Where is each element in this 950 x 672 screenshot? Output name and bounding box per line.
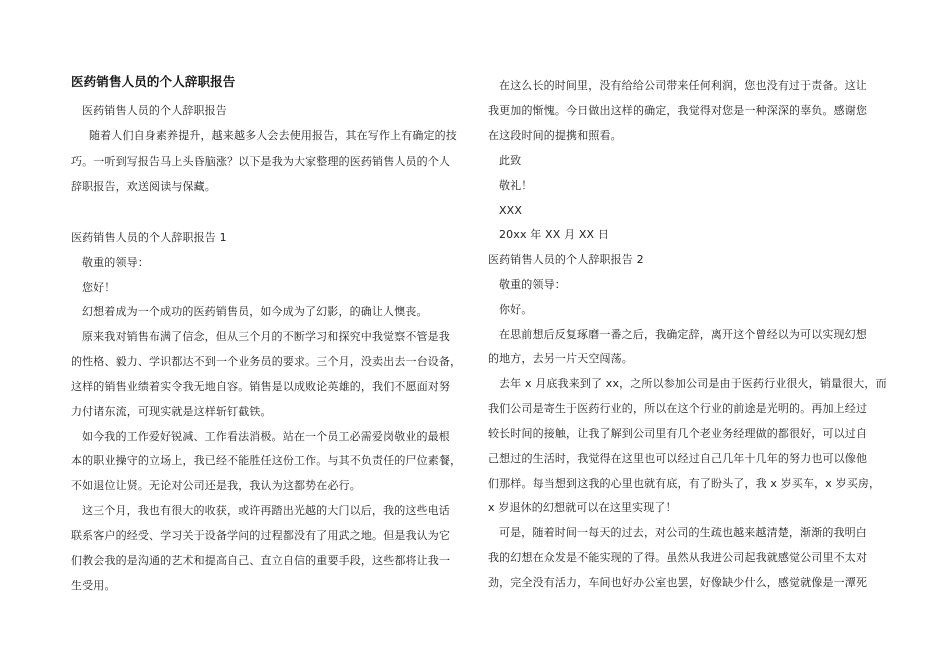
paragraph-line: 巧。一听到写报告马上头昏脑涨？以下是我为大家整理的医药销售人员的个人 xyxy=(71,155,451,168)
paragraph-line: 力付诸东流，可现实就是这样斩钉截铁。 xyxy=(71,405,272,418)
paragraph-line: 们那样。每当想到这我的心里也就有底，有了盼头了，我 x 岁买车，x 岁买房， xyxy=(488,477,881,490)
salutation: 敬重的领导： xyxy=(82,256,149,269)
paragraph-line: 不如退位让贤。无论对公司还是我，我认为这都势在必行。 xyxy=(71,479,361,492)
paragraph-line: 辞职报告，欢送阅读与保藏。 xyxy=(71,180,216,193)
subtitle: 医药销售人员的个人辞职报告 xyxy=(82,104,227,117)
paragraph-line: 我更加的惭愧。今日做出这样的确定，我觉得对您是一种深深的辜负。感谢您 xyxy=(488,104,868,117)
paragraph-line: 在思前想后反复琢磨一番之后，我确定辞，离开这个曾经以为可以实现幻想 xyxy=(499,328,867,341)
date: 20xx 年 XX 月 XX 日 xyxy=(499,228,610,241)
closing-line: 此致 xyxy=(499,154,522,167)
paragraph-line: 生受用。 xyxy=(71,579,116,592)
paragraph-line: 的地方，去另一片天空闯荡。 xyxy=(488,352,633,365)
paragraph-line: 可是，随着时间一每天的过去，对公司的生疏也越来越清楚，渐渐的我明白 xyxy=(499,526,867,539)
paragraph-line: 我们公司是寄生于医药行业的，所以在这个行业的前途是光明的。再加上经过 xyxy=(488,402,868,415)
paragraph-line: 我的幻想在众发是不能实现的了得。虽然从我进公司起我就感觉公司里不太对 xyxy=(488,551,868,564)
paragraph-line: 本的职业操守的立场上，我已经不能胜任这份工作。与其不负责任的尸位素餐， xyxy=(71,454,462,467)
paragraph-line: 较长时间的接触，让我了解到公司里有几个老业务经理做的都很好，可以过自 xyxy=(488,427,868,440)
paragraph-line: 的性格、毅力、学识都达不到一个业务员的要求。三个月，没卖出去一台设备， xyxy=(71,355,462,368)
page-title: 医药销售人员的个人辞职报告 xyxy=(71,74,236,89)
paragraph-line: 这样的销售业绩着实令我无地自容。销售是以成败论英雄的，我们不愿面对努 xyxy=(71,380,451,393)
paragraph-line: 幻想着成为一个成功的医药销售员，如今成为了幻影，的确让人懊丧。 xyxy=(82,305,428,318)
paragraph-line: 在这段时间的提携和照看。 xyxy=(488,129,622,142)
paragraph-line: x 岁退休的幻想就可以在这里实现了！ xyxy=(488,501,677,514)
paragraph-line: 去年 x 月底我来到了 xx，之所以参加公司是由于医药行业很火，销量很大，而 xyxy=(499,377,887,390)
closing-line: 敬礼！ xyxy=(499,179,533,192)
paragraph-line: 联系客户的经受、学习关于设备学问的过程都没有了用武之地。但是我认为它 xyxy=(71,529,451,542)
paragraph-line: 劲，完全没有活力，车间也好办公室也罢，好像缺少什么，感觉就像是一潭死 xyxy=(488,576,868,589)
paragraph-line: 随着人们自身素养提升，越来越多人会去使用报告，其在写作上有确定的技 xyxy=(89,129,457,142)
paragraph-line: 如今我的工作爱好锐减、工作看法消极。站在一个员工必需爱岗敬业的最根 xyxy=(82,430,450,443)
paragraph-line: 这三个月，我也有很大的收获，或许再踏出光越的大门以后，我的这些电话 xyxy=(82,504,450,517)
salutation: 敬重的领导： xyxy=(499,278,566,291)
paragraph-line: 原来我对销售布满了信念，但从三个月的不断学习和探究中我觉察不管是我 xyxy=(82,330,450,343)
paragraph-line: 己想过的生活时，我觉得在这里也可以经过自己几年十几年的努力也可以像他 xyxy=(488,452,868,465)
paragraph-line: 们教会我的是沟通的艺术和提高自己、直立自信的重要手段，这些都将让我一 xyxy=(71,554,451,567)
section-heading: 医药销售人员的个人辞职报告 2 xyxy=(488,253,644,266)
section-heading: 医药销售人员的个人辞职报告 1 xyxy=(71,231,227,244)
paragraph-line: 在这么长的时间里，没有给给公司带来任何利润，您也没有过于责备。这让 xyxy=(499,79,867,92)
signature: XXX xyxy=(499,204,523,217)
greeting: 您好！ xyxy=(82,281,116,294)
greeting: 你好。 xyxy=(499,303,533,316)
